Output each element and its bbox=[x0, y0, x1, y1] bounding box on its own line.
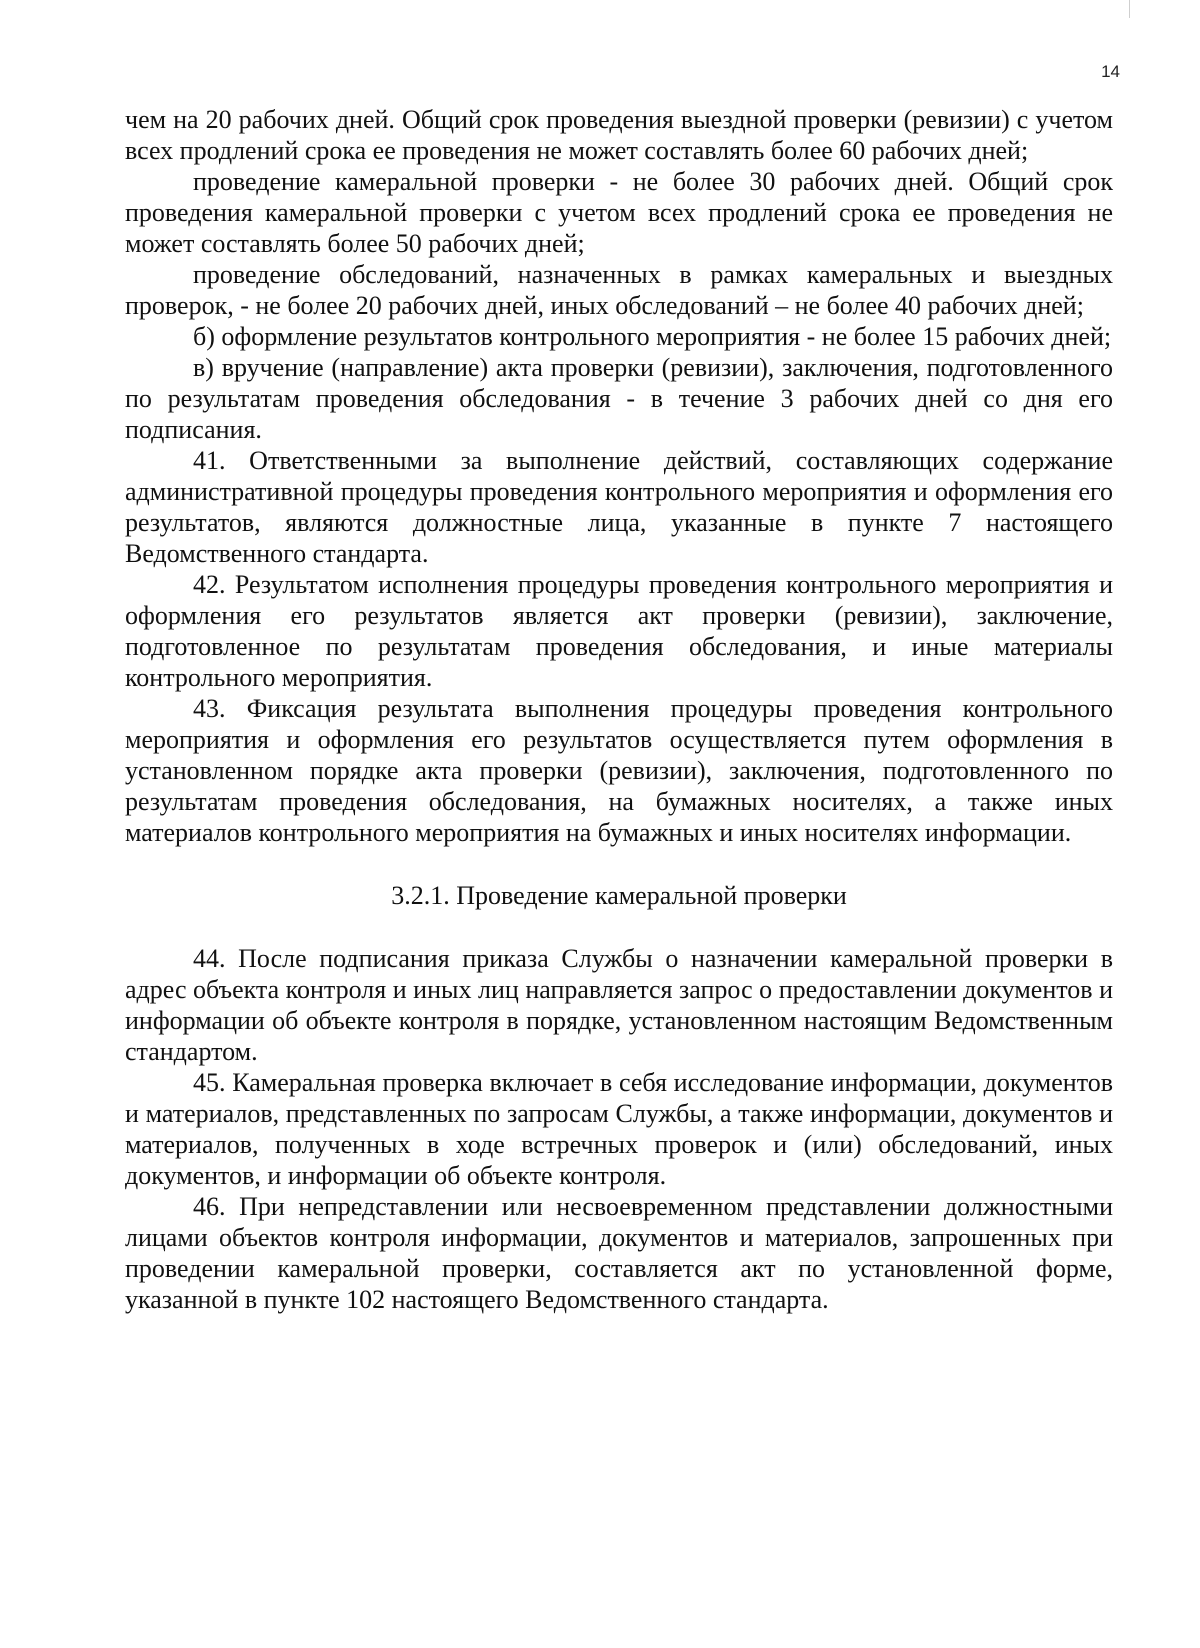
paragraph-44: 44. После подписания приказа Службы о назначении камеральной проверки в адрес объекта контроля и иных лиц направляется запрос о предоставлении документов и информации об объекте контроля в порядке, установленном настоящим Ведомственным стандартом. bbox=[125, 944, 1113, 1066]
paragraph-item-v: в) вручение (направление) акта проверки (ревизии), заключения, подготовленного по результатам проведения обследования - в течение 3 рабочих дней со дня его подписания. bbox=[125, 353, 1113, 444]
paragraph-42: 42. Результатом исполнения процедуры проведения контрольного мероприятия и оформления его результатов является акт проверки (ревизии), заключение, подготовленное по результатам проведения обследования, и иные материалы контрольного мероприятия. bbox=[125, 570, 1113, 692]
paragraph-inspection-term: проведение обследований, назначенных в рамках камеральных и выездных проверок, - не более 20 рабочих дней, иных обследований – не более 40 рабочих дней; bbox=[125, 260, 1113, 320]
paragraph-item-b: б) оформление результатов контрольного мероприятия - не более 15 рабочих дней; bbox=[193, 322, 1112, 351]
scan-edge-mark bbox=[1129, 0, 1130, 18]
document-body bbox=[125, 104, 1113, 1315]
paragraph-desk-audit-term: проведение камеральной проверки - не более 30 рабочих дней. Общий срок проведения камеральной проверки с учетом всех продлений срока ее проведения не может составлять более 50 рабочих дней; bbox=[125, 167, 1113, 258]
paragraph-41: 41. Ответственными за выполнение действий, составляющих содержание административной процедуры проведения контрольного мероприятия и оформления его результатов, являются должностные лица, указанные в пункте 7 настоящего Ведомственного стандарта. bbox=[125, 446, 1113, 568]
page-number: 14 bbox=[1101, 62, 1120, 81]
paragraph-continuation: чем на 20 рабочих дней. Общий срок проведения выездной проверки (ревизии) с учетом всех продлений срока ее проведения не может составлять более 60 рабочих дней; bbox=[125, 105, 1113, 165]
section-heading: 3.2.1. Проведение камеральной проверки bbox=[391, 881, 847, 910]
paragraph-43: 43. Фиксация результата выполнения процедуры проведения контрольного мероприятия и оформления его результатов осуществляется путем оформления в установленном порядке акта проверки (ревизии), заключения, подготовленного по результатам проведения обследования, на бумажных носителях, а также иных материалов контрольного мероприятия на бумажных и иных носителях информации. bbox=[125, 694, 1113, 847]
paragraph-46: 46. При непредставлении или несвоевременном представлении должностными лицами объектов контроля информации, документов и материалов, запрошенных при проведении камеральной проверки, составляется акт по установленной форме, указанной в пункте 102 настоящего Ведомственного стандарта. bbox=[125, 1192, 1113, 1314]
paragraph-45: 45. Камеральная проверка включает в себя исследование информации, документов и материалов, представленных по запросам Службы, а также информации, документов и материалов, полученных в ходе встречных проверок и (или) обследований, иных документов, и информации об объекте контроля. bbox=[125, 1068, 1113, 1190]
